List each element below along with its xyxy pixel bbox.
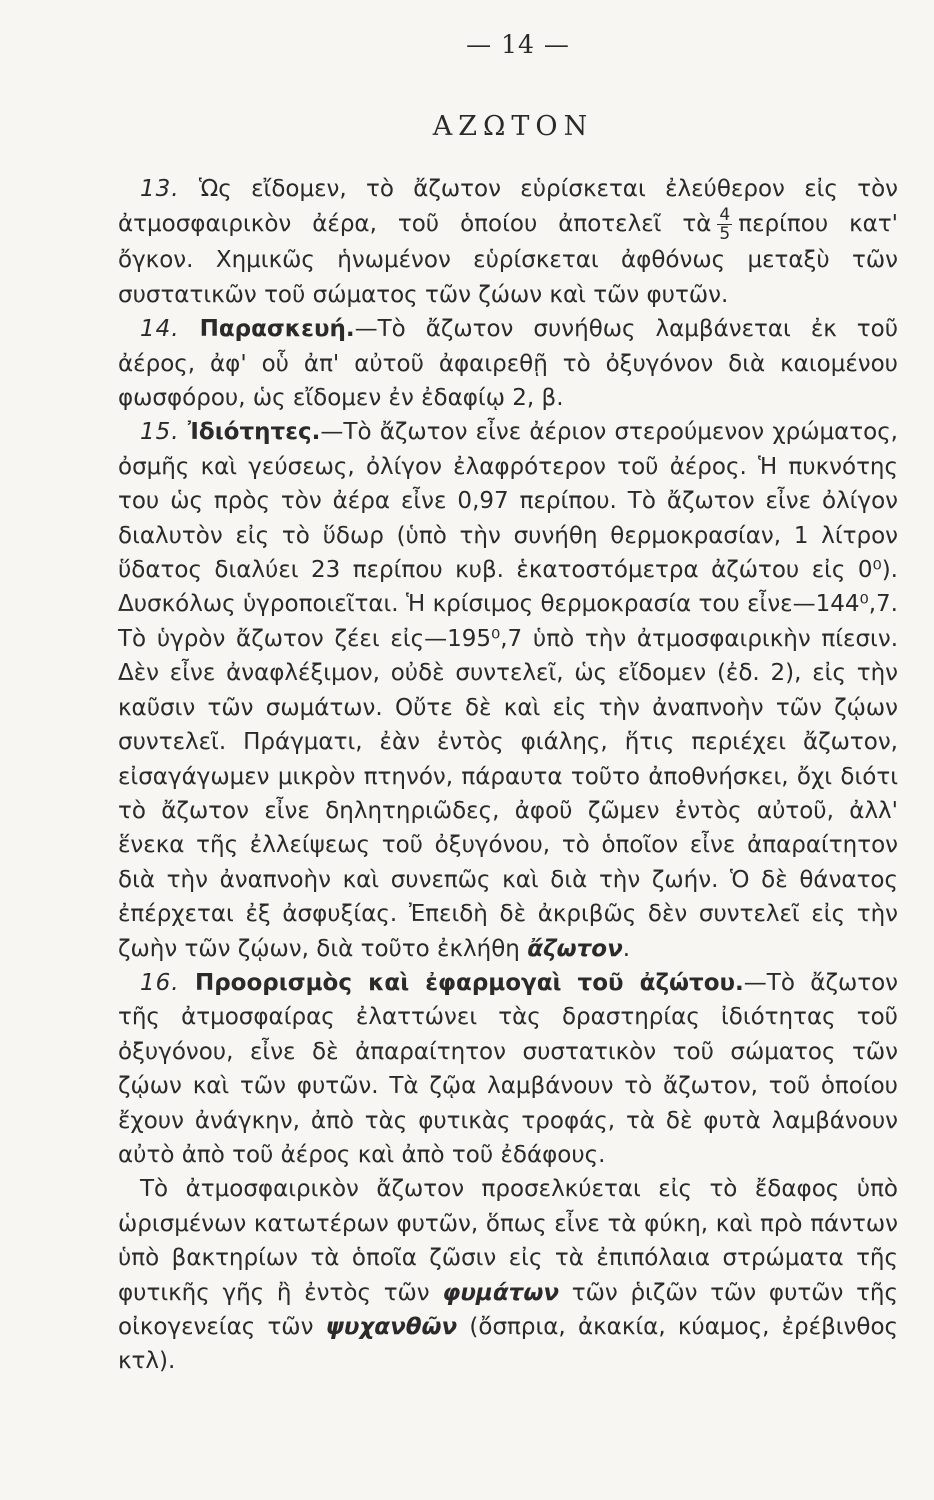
paragraph-text: Ὡς εἴδομεν, τὸ ἄζωτον εὑρίσκεται ἐλεύθερον εἰς τὸν ἀτμοσφαιρικὸν ἀέρα, τοῦ ὁποίου ἀποτελεῖ τὰ <box>118 176 898 238</box>
fraction-numerator: 4 <box>719 205 731 226</box>
paragraph-number: 16. <box>140 969 180 996</box>
paragraph-number: 14. <box>140 316 180 343</box>
paragraph-text: . <box>622 935 631 962</box>
page-number: — 14 — <box>466 30 570 59</box>
section-title: ΑΖΩΤΟΝ <box>432 111 594 142</box>
page <box>118 30 898 1379</box>
paragraph-heading: Προορισμὸς καὶ ἐφαρμογαὶ τοῦ ἀζώτου. <box>194 969 744 996</box>
paragraph-number: 13. <box>140 176 180 202</box>
paragraph-text: Τὸ ἀτμοσφαιρικὸν ἄζωτον προσελκύεται εἰς τὸ ἔδαφος ὑπὸ ὡρισμένων κατωτέρων φυτῶν, ὅπως εἶνε τὰ φύκη, καὶ πρὸ πάντων ὑπὸ βακτηρίων τὰ ὁποῖα ζῶσιν εἰς τὰ ἐπιπόλαια στρώματα τῆς φυτικῆς γῆς ἢ ἐντὸς τῶν <box>118 1176 898 1306</box>
paragraph-heading: Παρασκευή. <box>199 316 355 343</box>
paragraph-text: —Τὸ ἄζωτον εἶνε ἀέριον στερούμενον χρώματος, ὀσμῆς καὶ γεύσεως, ὀλίγον ἐλαφρότερον τοῦ ἀέρος. Ἡ πυκνότης του ὡς πρὸς τὸν ἀέρα εἶνε 0,97 περίπου. Τὸ ἄζωτον εἶνε ὀλίγον διαλυτὸν εἰς τὸ ὕδωρ (ὑπὸ τὴν συνήθη θερμοκρασίαν, 1 λίτρον ὕδατος διαλύει 23 περίπου κυβ. ἑκατοστόμετρα ἀζώτου εἰς 0⁰). Δυσκόλως ὑγροποιεῖται. Ἡ κρίσιμος θερμοκρασία του εἶνε—144⁰,7. Τὸ ὑγρὸν ἄζωτον ζέει εἰς—195⁰,7 ὑπὸ τὴν ἀτμοσφαιρικὴν πίεσιν. Δὲν εἶνε ἀναφλέξιμον, οὐδὲ συντελεῖ, ὡς εἴδομεν (ἐδ. 2), εἰς τὴν καῦσιν τῶν σωμάτων. Οὔτε δὲ καὶ εἰς τὴν ἀναπνοὴν τῶν ζῴων συντελεῖ. Πράγματι, ἐὰν ἐντὸς φιάλης, ἥτις περιέχει ἄζωτον, εἰσαγάγωμεν μικρὸν πτηνόν, πάραυτα τοῦτο ἀποθνήσκει, ὄχι διότι τὸ ἄζωτον εἶνε δηλητηριῶδες, ἀφοῦ ζῶμεν ἐντὸς αὐτοῦ, ἀλλ' ἕνεκα τῆς ἐλλείψεως τοῦ ὀξυγόνου, τὸ ὁποῖον εἶνε ἀπαραίτητον διὰ τὴν ἀναπνοὴν καὶ συνεπῶς καὶ διὰ τὴν ζωήν. Ὁ δὲ θάνατος ἐπέρχεται ἐξ ἀσφυξίας. Ἐπειδὴ δὲ ἀκριβῶς δὲν συντελεῖ εἰς τὴν ζωὴν τῶν ζῴων, διὰ τοῦτο ἐκλήθη <box>118 419 898 962</box>
paragraph-text: —Τὸ ἄζωτον τῆς ἀτμοσφαίρας ἐλαττώνει τὰς δραστηρίας ἰδιότητας τοῦ ὀξυγόνου, εἶνε δὲ ἀπαραίτητον συστατικὸν τοῦ σώματος τῶν ζῴων καὶ τῶν φυτῶν. Τὰ ζῷα λαμβάνουν τὸ ἄζωτον, τοῦ ὁποίου ἔχουν ἀνάγκην, ἀπὸ τὰς φυτικὰς τροφάς, τὰ δὲ φυτὰ λαμβάνουν αὐτὸ ἀπὸ τοῦ ἀέρος καὶ ἀπὸ τοῦ ἐδάφους. <box>118 969 898 1168</box>
paragraph-17 <box>118 1172 898 1378</box>
paragraph-heading: Ἰδιότητες. <box>187 419 321 446</box>
paragraph-text: περίπου κατ' ὄγκον. Χημικῶς ἡνωμένον εὑρίσκεται ἀφθόνως μεταξὺ τῶν συστατικῶν τοῦ σώματος τῶν ζώων καὶ τῶν φυτῶν. <box>118 211 898 308</box>
emphasized-term: φυμάτων <box>442 1279 559 1306</box>
emphasized-term: ψυχανθῶν <box>325 1314 458 1340</box>
paragraph-text: (ὄσπρια, ἀκακία, κύαμος, ἐρέβινθος κτλ). <box>118 1314 899 1375</box>
paragraph-16 <box>118 966 898 1172</box>
paragraph-text: τῶν ῥιζῶν τῶν φυτῶν τῆς οἰκογενείας τῶν <box>118 1279 899 1340</box>
paragraph-15 <box>118 415 898 966</box>
paragraph-text: —Τὸ ἄζωτον συνήθως λαμβάνεται ἐκ τοῦ ἀέρος, ἀφ' οὗ ἀπ' αὐτοῦ ἀφαιρεθῇ τὸ ὀξυγόνον διὰ καιομένου φωσφόρου, ὡς εἴδομεν ἐν ἐδαφίῳ 2, β. <box>118 316 899 412</box>
emphasized-term: ἄζωτον <box>527 935 623 962</box>
fraction-denominator: 5 <box>719 224 731 245</box>
paragraph-14 <box>118 312 898 415</box>
paragraph-13 <box>118 172 898 312</box>
fraction <box>717 206 732 243</box>
paragraph-number: 15. <box>140 419 180 446</box>
